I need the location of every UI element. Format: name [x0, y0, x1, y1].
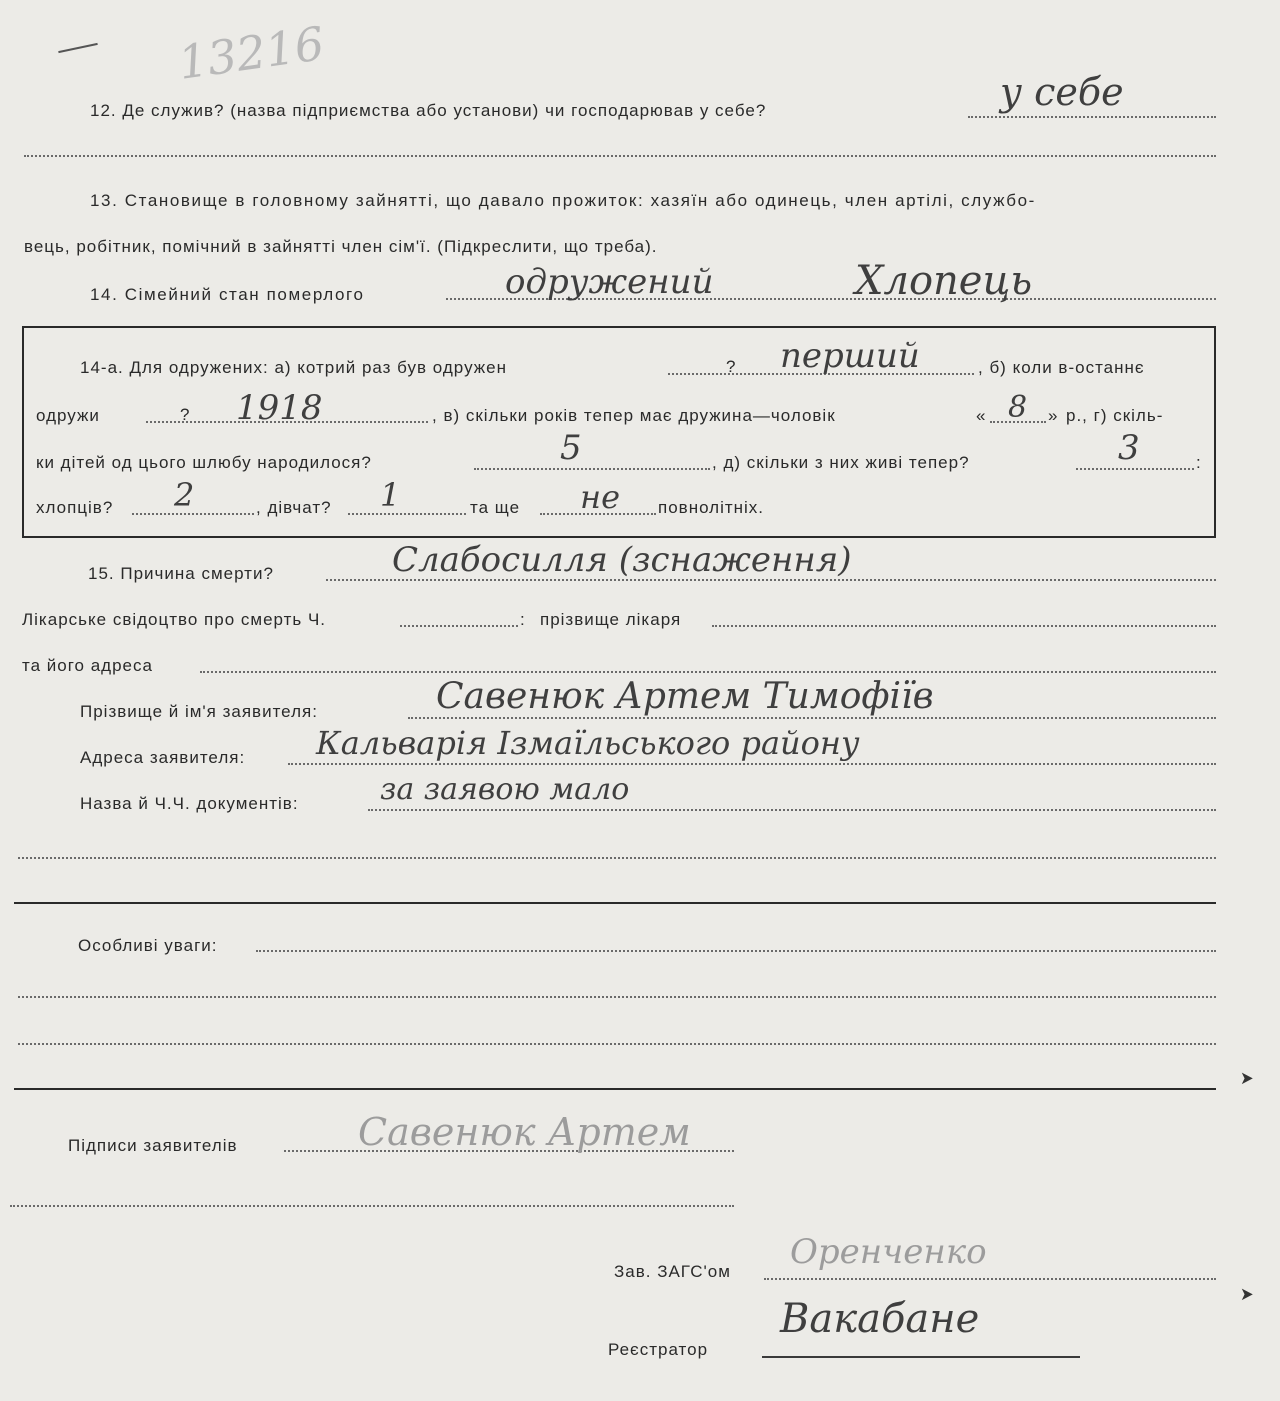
q14a-line4-more-answer: не: [580, 478, 621, 516]
zags-registrar-label: Реєстратор: [608, 1340, 709, 1359]
q14a-line2-age: 8: [1008, 390, 1028, 425]
q14a-line4-end: повнолітніх.: [658, 498, 765, 517]
q14a-line3-dots: [474, 468, 710, 470]
medical-doctor-label: прізвище лікаря: [540, 610, 682, 629]
applicant-address-line: [288, 763, 1216, 765]
applicant-docs-label: Назва й Ч.Ч. документів:: [80, 794, 299, 813]
medical-doctor-line: [712, 625, 1216, 627]
notes-line-1: [256, 950, 1216, 952]
extra-line-1: [18, 857, 1216, 859]
q14a-line2-quote-open: «: [976, 406, 987, 425]
q13-line1: 13. Становище в головному зайнятті, що давало прожиток: хазяїн або одинець, член артілі, службо-: [90, 191, 1036, 210]
q14-answer1: одружений: [505, 262, 714, 302]
q12-answer: у себе: [1000, 70, 1124, 114]
q14a-line1-qmark: ?: [726, 357, 737, 376]
q14a-line4-boys-answer: 2: [174, 476, 195, 514]
q14a-line1-label: 14-а. Для одружених: а) котрий раз був одружен: [80, 358, 507, 377]
q14a-line3-colon: :: [1196, 453, 1202, 472]
zags-head-signature: Оренченко: [790, 1232, 987, 1272]
margin-mark-1: ➤: [1240, 1068, 1254, 1089]
zags-head-label: Зав. ЗАГС'ом: [614, 1262, 731, 1281]
applicant-docs-line: [368, 809, 1216, 811]
applicant-address-label: Адреса заявителя:: [80, 748, 246, 767]
section-rule-1: [14, 902, 1216, 904]
q12-answer-line: [968, 116, 1216, 118]
q14a-line3-answer2: 3: [1118, 428, 1140, 468]
corner-dash: [58, 43, 98, 53]
q14a-line3-label: ки дітей од цього шлюбу народилося?: [36, 453, 372, 472]
signatures-answer: Савенюк Артем: [358, 1110, 691, 1154]
q14a-line2-c: , в) скільки років тепер має дружина—чоловік: [432, 406, 836, 425]
q14a-line3-dots2: [1076, 468, 1194, 470]
q14a-line1-b: , б) коли в-останнє: [978, 358, 1145, 377]
q14a-line2-answer: 1918: [236, 388, 323, 428]
applicant-name-answer: Савенюк Артем Тимофіїв: [436, 676, 934, 717]
section-rule-2: [14, 1088, 1216, 1090]
q14a-line4-girls-answer: 1: [380, 476, 401, 514]
q14a-line4-girls-dots: [348, 513, 466, 515]
q15-label: 15. Причина смерти?: [88, 564, 274, 583]
medical-number-line: [400, 625, 518, 627]
q14a-line4-boys: хлопців?: [36, 498, 114, 517]
applicant-address-answer: Кальварія Ізмаїльського району: [316, 724, 860, 762]
q15-answer: Слабосилля (зснаження): [392, 540, 852, 580]
medical-colon: :: [520, 610, 526, 629]
q13-line2: вець, робітник, помічний в зайнятті член сім'ї. (Підкреслити, що треба).: [24, 237, 658, 256]
q12-extra-line: [24, 155, 1216, 157]
notes-line-3: [18, 1043, 1216, 1045]
zags-registrar-signature: Вакабане: [780, 1296, 980, 1342]
q14a-line4-girls: , дівчат?: [256, 498, 332, 517]
address-line-dots: [200, 671, 1216, 673]
applicant-docs-answer: за заявою мало: [380, 772, 630, 807]
q14a-line2-qmark: ?: [180, 405, 191, 424]
corner-mark: 13216: [174, 16, 328, 90]
q14a-line4-more: та ще: [470, 498, 521, 517]
q14a-line2-label: одружи: [36, 406, 100, 425]
applicant-name-line: [408, 717, 1216, 719]
zags-registrar-line: [762, 1356, 1080, 1358]
q14-label: 14. Сімейний стан померлого: [90, 285, 365, 304]
signatures-label: Підписи заявителів: [68, 1136, 238, 1155]
zags-head-line: [764, 1278, 1216, 1280]
q14a-line2-d: р., г) скіль-: [1066, 406, 1164, 425]
q12-label: 12. Де служив? (назва підприємства або установи) чи господарював у себе?: [90, 101, 767, 120]
address-line-label: та його адреса: [22, 656, 153, 675]
notes-line-2: [18, 996, 1216, 998]
q14a-line2-quote-close: »: [1048, 406, 1059, 425]
q14a-line3-answer: 5: [560, 428, 582, 468]
medical-label: Лікарське свідоцтво про смерть Ч.: [22, 610, 327, 629]
margin-mark-2: ➤: [1240, 1284, 1254, 1305]
q14-answer2: Хлопець: [855, 258, 1033, 304]
applicant-name-label: Прізвище й ім'я заявителя:: [80, 702, 318, 721]
notes-label: Особливі уваги:: [78, 936, 218, 955]
signatures-line-2: [10, 1205, 734, 1207]
q14a-line1-answer: перший: [780, 336, 920, 376]
q14a-line3-e: , д) скільки з них живі тепер?: [712, 453, 970, 472]
